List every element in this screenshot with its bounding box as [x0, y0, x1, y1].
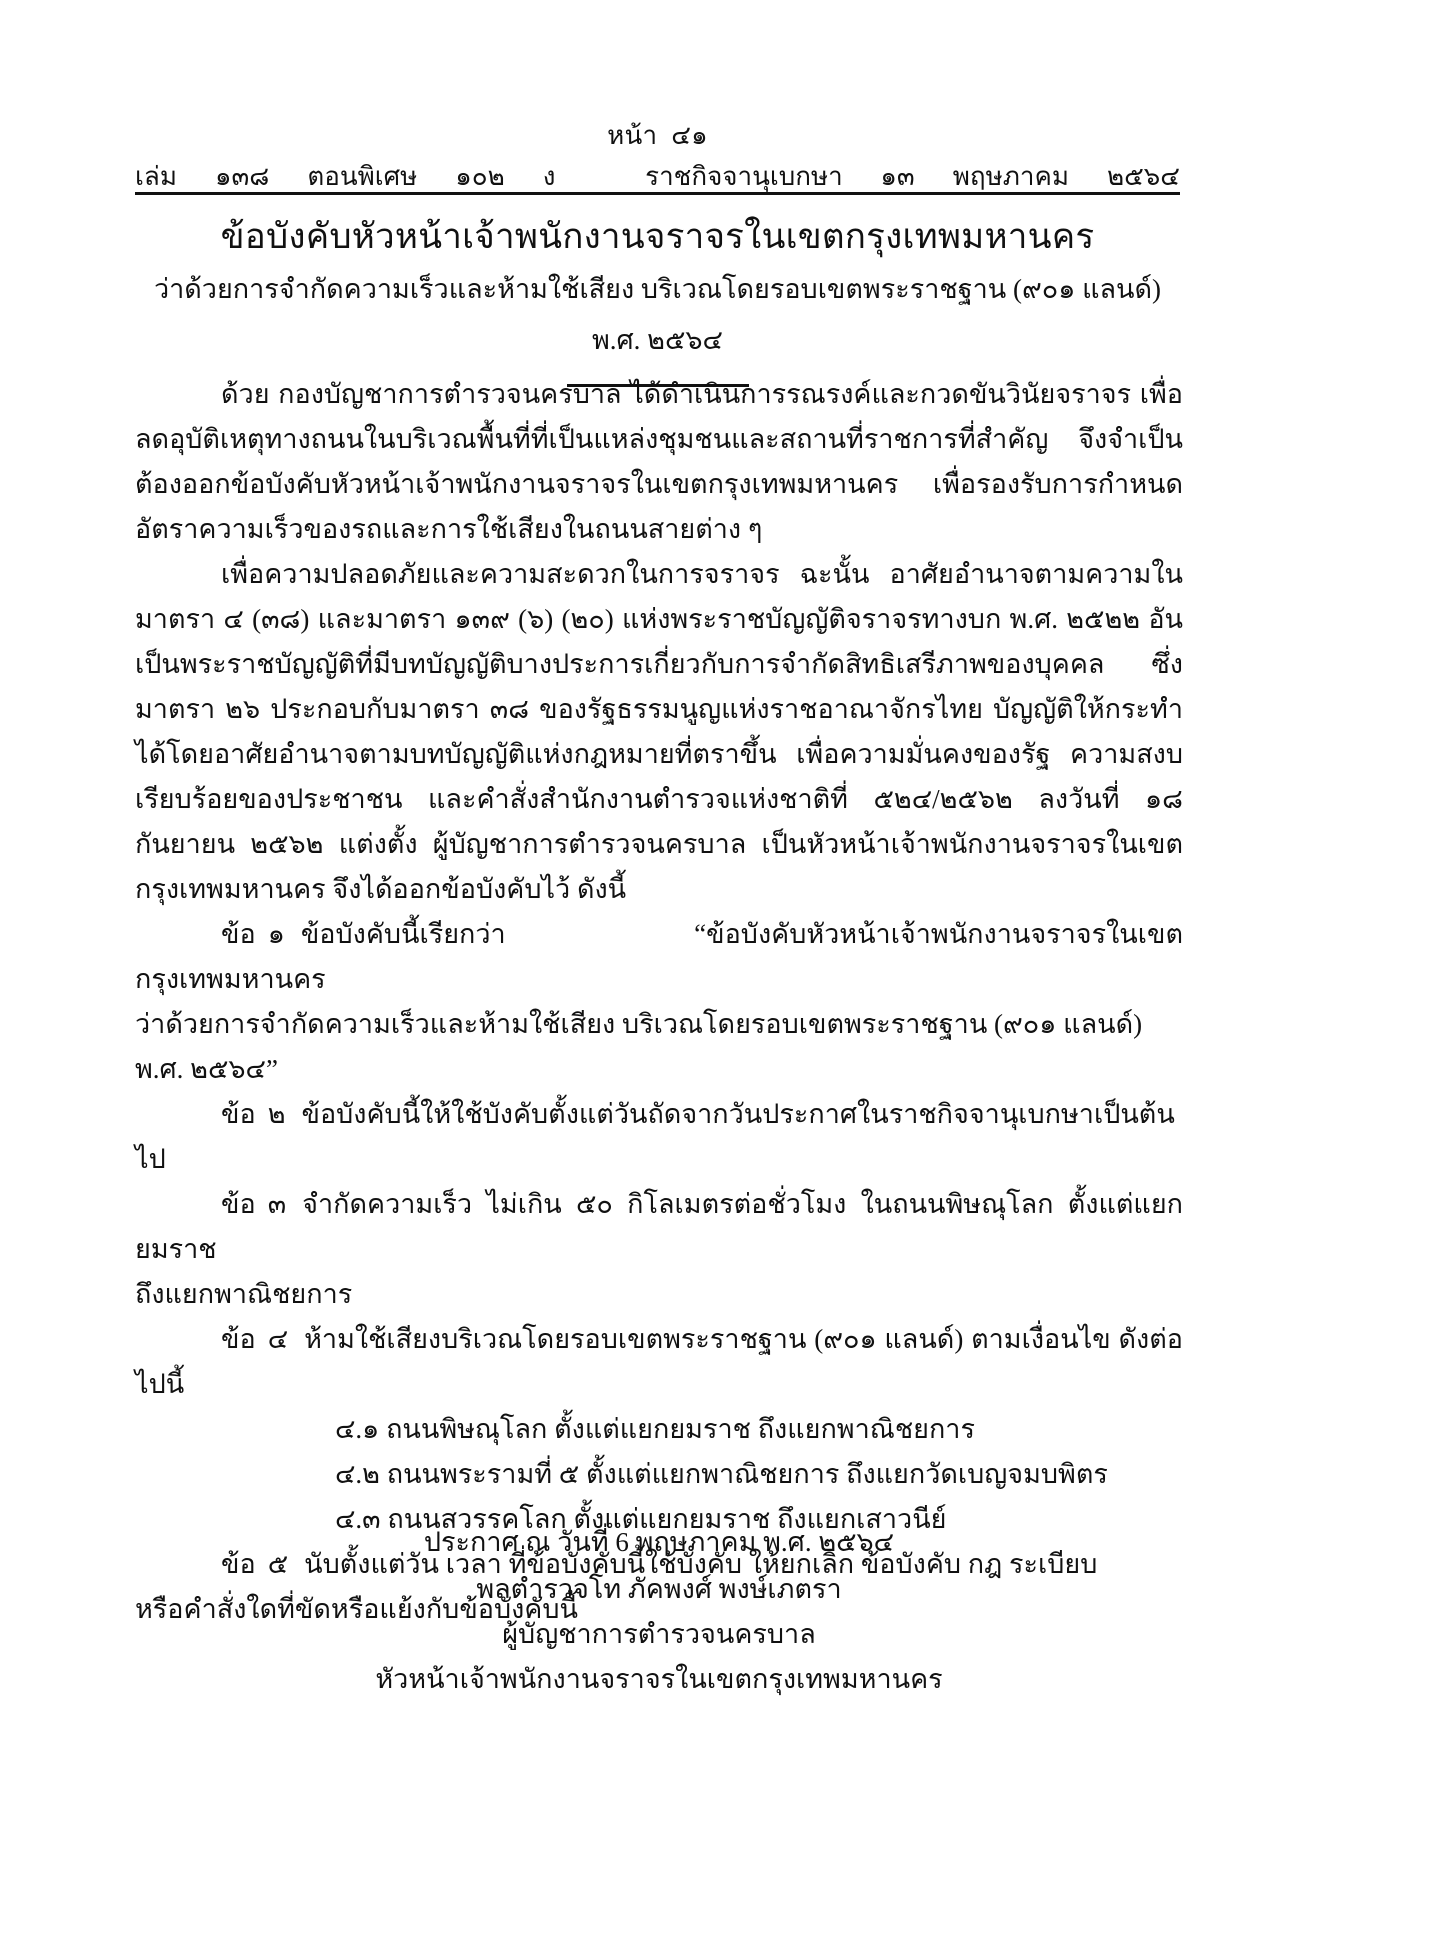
- clause-5-number: ๕: [267, 1549, 289, 1579]
- clause-2-label: ข้อ: [221, 1099, 256, 1129]
- clause-2: [135, 1092, 1183, 1182]
- clause-1-label: ข้อ: [221, 919, 256, 949]
- clause-4-text: ห้ามใช้เสียงบริเวณโดยรอบเขตพระราชฐาน (๙๐๑ แลนด์) ตามเงื่อนไข ดังต่อไปนี้: [135, 1324, 1183, 1399]
- header-divider-rule: [135, 192, 1180, 195]
- running-header: [135, 118, 1180, 194]
- date-day: ๑๓: [880, 162, 915, 192]
- gazette-name: ราชกิจจานุเบกษา: [645, 162, 843, 192]
- header-row: [135, 159, 1180, 194]
- preamble-paragraph-2: เพื่อความปลอดภัยและความสะดวกในการจราจร ฉะนั้น อาศัยอำนาจตามความในมาตรา ๔ (๓๘) และมาตรา ๑๓๙ (๖) (๒๐) แห่งพระราชบัญญัติจราจรทางบก พ.ศ. ๒๕๒๒ อันเป็นพระราชบัญญัติที่มีบทบัญญัติบางประการเกี่ยวกับการจำกัดสิทธิเสรีภาพของบุคคล ซึ่งมาตรา ๒๖ ประกอบกับมาตรา ๓๘ ของรัฐธรรมนูญแห่งราชอาณาจักรไทย บัญญัติให้กระทำได้โดยอาศัยอำนาจตามบทบัญญัติแห่งกฎหมายที่ตราขึ้น เพื่อความมั่นคงของรัฐ ความสงบเรียบร้อยของประชาชน และคำสั่งสำนักงานตำรวจแห่งชาติที่ ๕๒๔/๒๕๖๒ ลงวันที่ ๑๘ กันยายน ๒๕๖๒ แต่งตั้ง ผู้บัญชาการตำรวจนครบาล เป็นหัวหน้าเจ้าพนักงานจราจรในเขตกรุงเทพมหานคร จึงได้ออกข้อบังคับไว้ ดังนี้: [135, 559, 1183, 904]
- clause-2-text: ข้อบังคับนี้ให้ใช้บังคับตั้งแต่วันถัดจากวันประกาศในราชกิจจานุเบกษาเป็นต้นไป: [135, 1099, 1175, 1174]
- clause-3-continuation: ถึงแยกพาณิชยการ: [135, 1279, 353, 1309]
- clause-3: [135, 1182, 1183, 1272]
- subclause-4-2: ๔.๒ ถนนพระรามที่ ๕ ตั้งแต่แยกพาณิชยการ ถึงแยกวัดเบญจมบพิตร: [335, 1459, 1108, 1489]
- clause-5-continuation: หรือคำสั่งใดที่ขัดหรือแย้งกับข้อบังคับนี้: [135, 1594, 578, 1624]
- volume-number: ๑๓๘: [214, 162, 270, 192]
- title-block: [135, 212, 1180, 387]
- header-volume-group: [135, 159, 555, 194]
- clause-5-label: ข้อ: [221, 1549, 256, 1579]
- signature-block: [135, 1520, 1183, 1702]
- clause-3-label: ข้อ: [221, 1189, 256, 1219]
- signature-date: ประกาศ ณ วันที่ 6 พฤษภาคม พ.ศ. ๒๕๖๔: [423, 1527, 895, 1557]
- subclause-4-1: ๔.๑ ถนนพิษณุโลก ตั้งแต่แยกยมราช ถึงแยกพาณิชยการ: [335, 1414, 975, 1444]
- document-body: [135, 372, 1183, 1632]
- preamble-paragraph-1: ด้วย กองบัญชาการตำรวจนครบาล ได้ดำเนินการรณรงค์และกวดขันวินัยจราจร เพื่อลดอุบัติเหตุทางถนนในบริเวณพื้นที่ที่เป็นแหล่งชุมชนและสถานที่ราชการที่สำคัญ จึงจำเป็นต้องออกข้อบังคับหัวหน้าเจ้าพนักงานจราจรในเขตกรุงเทพมหานคร เพื่อรองรับการกำหนดอัตราความเร็วของรถและการใช้เสียงในถนนสายต่าง ๆ: [135, 379, 1183, 544]
- clause-1-number: ๑: [267, 919, 285, 949]
- date-year: ๒๕๖๔: [1106, 162, 1180, 192]
- document-year: พ.ศ. ๒๕๖๔: [592, 324, 723, 355]
- clause-4: [135, 1317, 1183, 1407]
- clause-3-number: ๓: [267, 1189, 287, 1219]
- subclause-4-3: ๔.๓ ถนนสวรรคโลก ตั้งแต่แยกยมราช ถึงแยกเสาวนีย์: [335, 1504, 947, 1534]
- clause-4-number: ๔: [267, 1324, 289, 1354]
- section-number: ๑๐๒: [455, 162, 505, 192]
- section-suffix: ง: [542, 162, 556, 192]
- page-number-line: [135, 118, 1180, 153]
- page-title: ข้อบังคับหัวหน้าเจ้าพนักงานจราจรในเขตกรุงเทพมหานคร: [220, 217, 1095, 256]
- page-label: หน้า: [607, 121, 658, 150]
- date-month: พฤษภาคม: [952, 162, 1069, 192]
- clause-5-text: นับตั้งแต่วัน เวลา ที่ข้อบังคับนี้ใช้บังคับ ให้ยกเลิก ข้อบังคับ กฎ ระเบียบ: [304, 1549, 1098, 1579]
- signatory-position-secondary: หัวหน้าเจ้าพนักงานจราจรในเขตกรุงเทพมหานคร: [375, 1664, 943, 1694]
- page-number: ๔๑: [671, 121, 708, 150]
- clause-1-continuation: ว่าด้วยการจำกัดความเร็วและห้ามใช้เสียง บริเวณโดยรอบเขตพระราชฐาน (๙๐๑ แลนด์) พ.ศ. ๒๕๖๔”: [135, 1009, 1143, 1084]
- signatory-position-primary: ผู้บัญชาการตำรวจนครบาล: [502, 1619, 816, 1649]
- clause-4-label: ข้อ: [221, 1324, 256, 1354]
- clause-2-number: ๒: [267, 1099, 286, 1129]
- document-subtitle: ว่าด้วยการจำกัดความเร็วและห้ามใช้เสียง บริเวณโดยรอบเขตพระราชฐาน (๙๐๑ แลนด์): [153, 274, 1162, 304]
- section-label: ตอนพิเศษ: [307, 162, 418, 192]
- clause-3-text: จำกัดความเร็ว ไม่เกิน ๕๐ กิโลเมตรต่อชั่วโมง ในถนนพิษณุโลก ตั้งแต่แยกยมราช: [135, 1189, 1183, 1264]
- header-date-group: [880, 159, 1180, 194]
- clause-1: [135, 912, 1183, 1002]
- clause-1-text: ข้อบังคับนี้เรียกว่า “ข้อบังคับหัวหน้าเจ้าพนักงานจราจรในเขตกรุงเทพมหานคร: [135, 919, 1183, 994]
- signatory-name: พลตำรวจโท ภัคพงศ์ พงษ์เภตรา: [476, 1574, 842, 1604]
- volume-label: เล่ม: [135, 162, 177, 192]
